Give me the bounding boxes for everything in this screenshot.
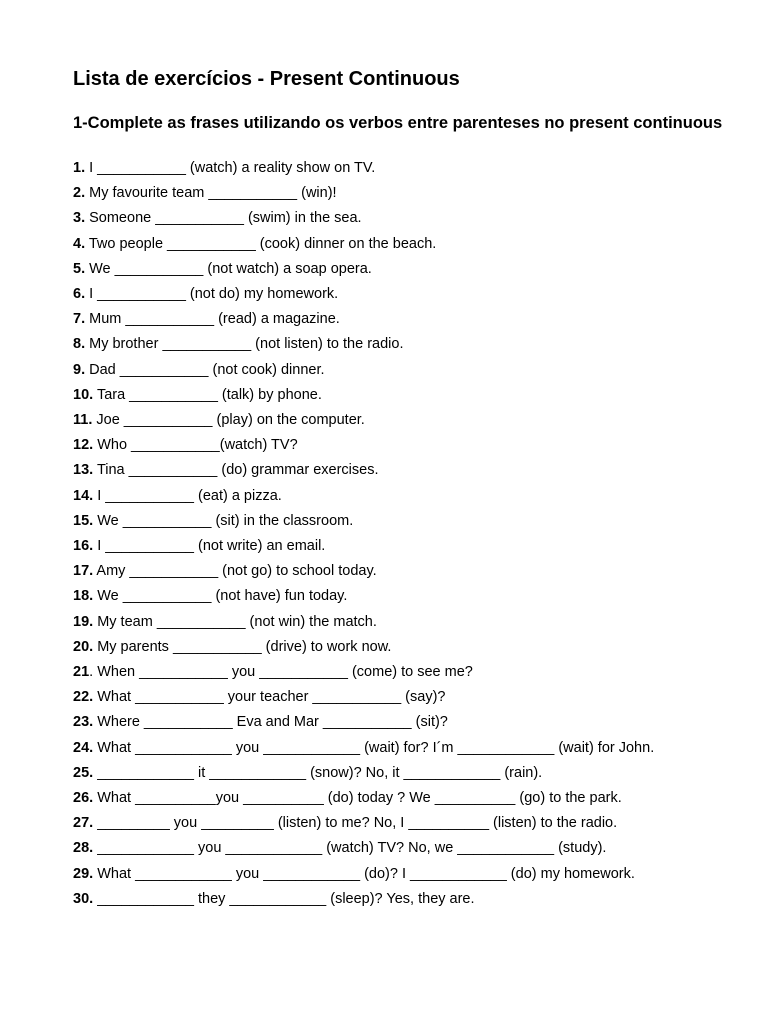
exercise-sentence: ____________ they ____________ (sleep)? Yes, they are.	[93, 890, 475, 907]
exercise-sentence: _________ you _________ (listen) to me? No, I __________ (listen) to the radio.	[93, 815, 618, 832]
exercise-item	[73, 786, 733, 811]
exercise-item	[73, 383, 733, 408]
exercise-sentence: What ___________ your teacher ___________ (say)?	[93, 689, 446, 706]
exercise-sentence: We ___________ (not watch) a soap opera.	[85, 260, 372, 277]
exercise-item	[73, 811, 733, 836]
exercise-number: 28.	[73, 840, 94, 857]
exercise-sentence: Two people ___________ (cook) dinner on the beach.	[85, 235, 437, 252]
exercise-sentence: My favourite team ___________ (win)!	[85, 185, 337, 202]
worksheet-page	[73, 66, 733, 912]
exercise-item	[73, 685, 733, 710]
exercise-sentence: I ___________ (eat) a pizza.	[93, 487, 282, 504]
exercise-item	[73, 232, 733, 257]
exercise-number: 17.	[73, 563, 94, 580]
exercise-number: 6.	[73, 286, 86, 303]
exercise-number: 27.	[73, 815, 94, 832]
exercise-number: 26.	[73, 790, 94, 807]
exercise-number: 29.	[73, 865, 94, 882]
exercise-sentence: I ___________ (not do) my homework.	[85, 286, 339, 303]
exercise-item	[73, 257, 733, 282]
exercise-item	[73, 610, 733, 635]
exercise-item	[73, 635, 733, 660]
exercise-item	[73, 660, 733, 685]
exercise-number: 12.	[73, 437, 94, 454]
exercise-sentence: Mum ___________ (read) a magazine.	[85, 311, 340, 328]
exercise-number: 21	[73, 664, 90, 681]
exercise-number: 15.	[73, 512, 94, 529]
exercise-sentence: We ___________ (not have) fun today.	[93, 588, 348, 605]
exercise-sentence: Tina ___________ (do) grammar exercises.	[93, 462, 379, 479]
exercise-number: 1.	[73, 160, 86, 176]
exercise-number: 20.	[73, 638, 94, 655]
exercise-item	[73, 156, 733, 181]
exercise-item	[73, 332, 733, 357]
exercise-number: 2.	[73, 185, 86, 202]
exercise-item	[73, 584, 733, 609]
exercise-item	[73, 710, 733, 735]
exercise-number: 13.	[73, 462, 94, 479]
exercise-sentence: My parents ___________ (drive) to work now.	[93, 638, 392, 655]
exercise-item	[73, 282, 733, 307]
exercise-number: 4.	[73, 235, 86, 252]
exercise-item	[73, 509, 733, 534]
exercise-item	[73, 458, 733, 483]
exercise-number: 14.	[73, 487, 94, 504]
exercise-sentence: My brother ___________ (not listen) to the radio.	[85, 336, 404, 353]
exercise-number: 18.	[73, 588, 94, 605]
exercise-number: 5.	[73, 260, 86, 277]
exercise-list	[73, 156, 733, 912]
exercise-sentence: Joe ___________ (play) on the computer.	[92, 412, 365, 429]
exercise-item	[73, 534, 733, 559]
exercise-item	[73, 181, 733, 206]
page-title: Lista de exercícios - Present Continuous	[73, 68, 460, 90]
exercise-item	[73, 862, 733, 887]
exercise-number: 10.	[73, 386, 94, 403]
exercise-item	[73, 836, 733, 861]
exercise-sentence: I ___________ (not write) an email.	[93, 538, 326, 555]
exercise-number: 22.	[73, 689, 94, 706]
exercise-item	[73, 358, 733, 383]
exercise-sentence: Dad ___________ (not cook) dinner.	[85, 361, 325, 378]
exercise-item	[73, 761, 733, 786]
exercise-number: 8.	[73, 336, 86, 353]
exercise-number: 30.	[73, 890, 94, 907]
exercise-sentence: Where ___________ Eva and Mar ___________ (sit)?	[93, 714, 448, 731]
exercise-sentence: Someone ___________ (swim) in the sea.	[85, 210, 362, 227]
exercise-item	[73, 559, 733, 584]
exercise-sentence: Who ___________(watch) TV?	[93, 437, 298, 454]
exercise-number: 23.	[73, 714, 94, 731]
exercise-sentence: Tara ___________ (talk) by phone.	[93, 386, 322, 403]
exercise-item	[73, 484, 733, 509]
exercise-item	[73, 433, 733, 458]
exercise-item	[73, 307, 733, 332]
exercise-sentence: We ___________ (sit) in the classroom.	[93, 512, 354, 529]
exercise-instruction: 1-Complete as frases utilizando os verbos entre parenteses no present continuous	[73, 114, 723, 132]
exercise-sentence: What ____________ you ____________ (do)? I ____________ (do) my homework.	[93, 865, 635, 882]
exercise-sentence: What ____________ you ____________ (wait) for? I´m ____________ (wait) for John.	[93, 739, 655, 756]
exercise-item	[73, 887, 733, 912]
exercise-sentence: What __________you __________ (do) today ? We __________ (go) to the park.	[93, 790, 622, 807]
exercise-item	[73, 736, 733, 761]
exercise-item	[73, 408, 733, 433]
exercise-number: 24.	[73, 739, 94, 756]
exercise-number: 9.	[73, 361, 86, 378]
exercise-sentence: ____________ you ____________ (watch) TV? No, we ____________ (study).	[93, 840, 607, 857]
exercise-sentence: Amy ___________ (not go) to school today.	[93, 563, 377, 580]
exercise-number: 11.	[73, 412, 93, 429]
exercise-number: 19.	[73, 613, 94, 630]
exercise-number: 7.	[73, 311, 86, 328]
exercise-number: 3.	[73, 210, 86, 227]
exercise-sentence: . When ___________ you ___________ (come) to see me?	[89, 664, 473, 681]
exercise-item	[73, 206, 733, 231]
exercise-sentence: I ___________ (watch) a reality show on TV.	[85, 160, 376, 176]
exercise-number: 25.	[73, 764, 94, 781]
exercise-number: 16.	[73, 538, 94, 555]
exercise-sentence: My team ___________ (not win) the match.	[93, 613, 377, 630]
exercise-sentence: ____________ it ____________ (snow)? No, it ____________ (rain).	[93, 764, 543, 781]
